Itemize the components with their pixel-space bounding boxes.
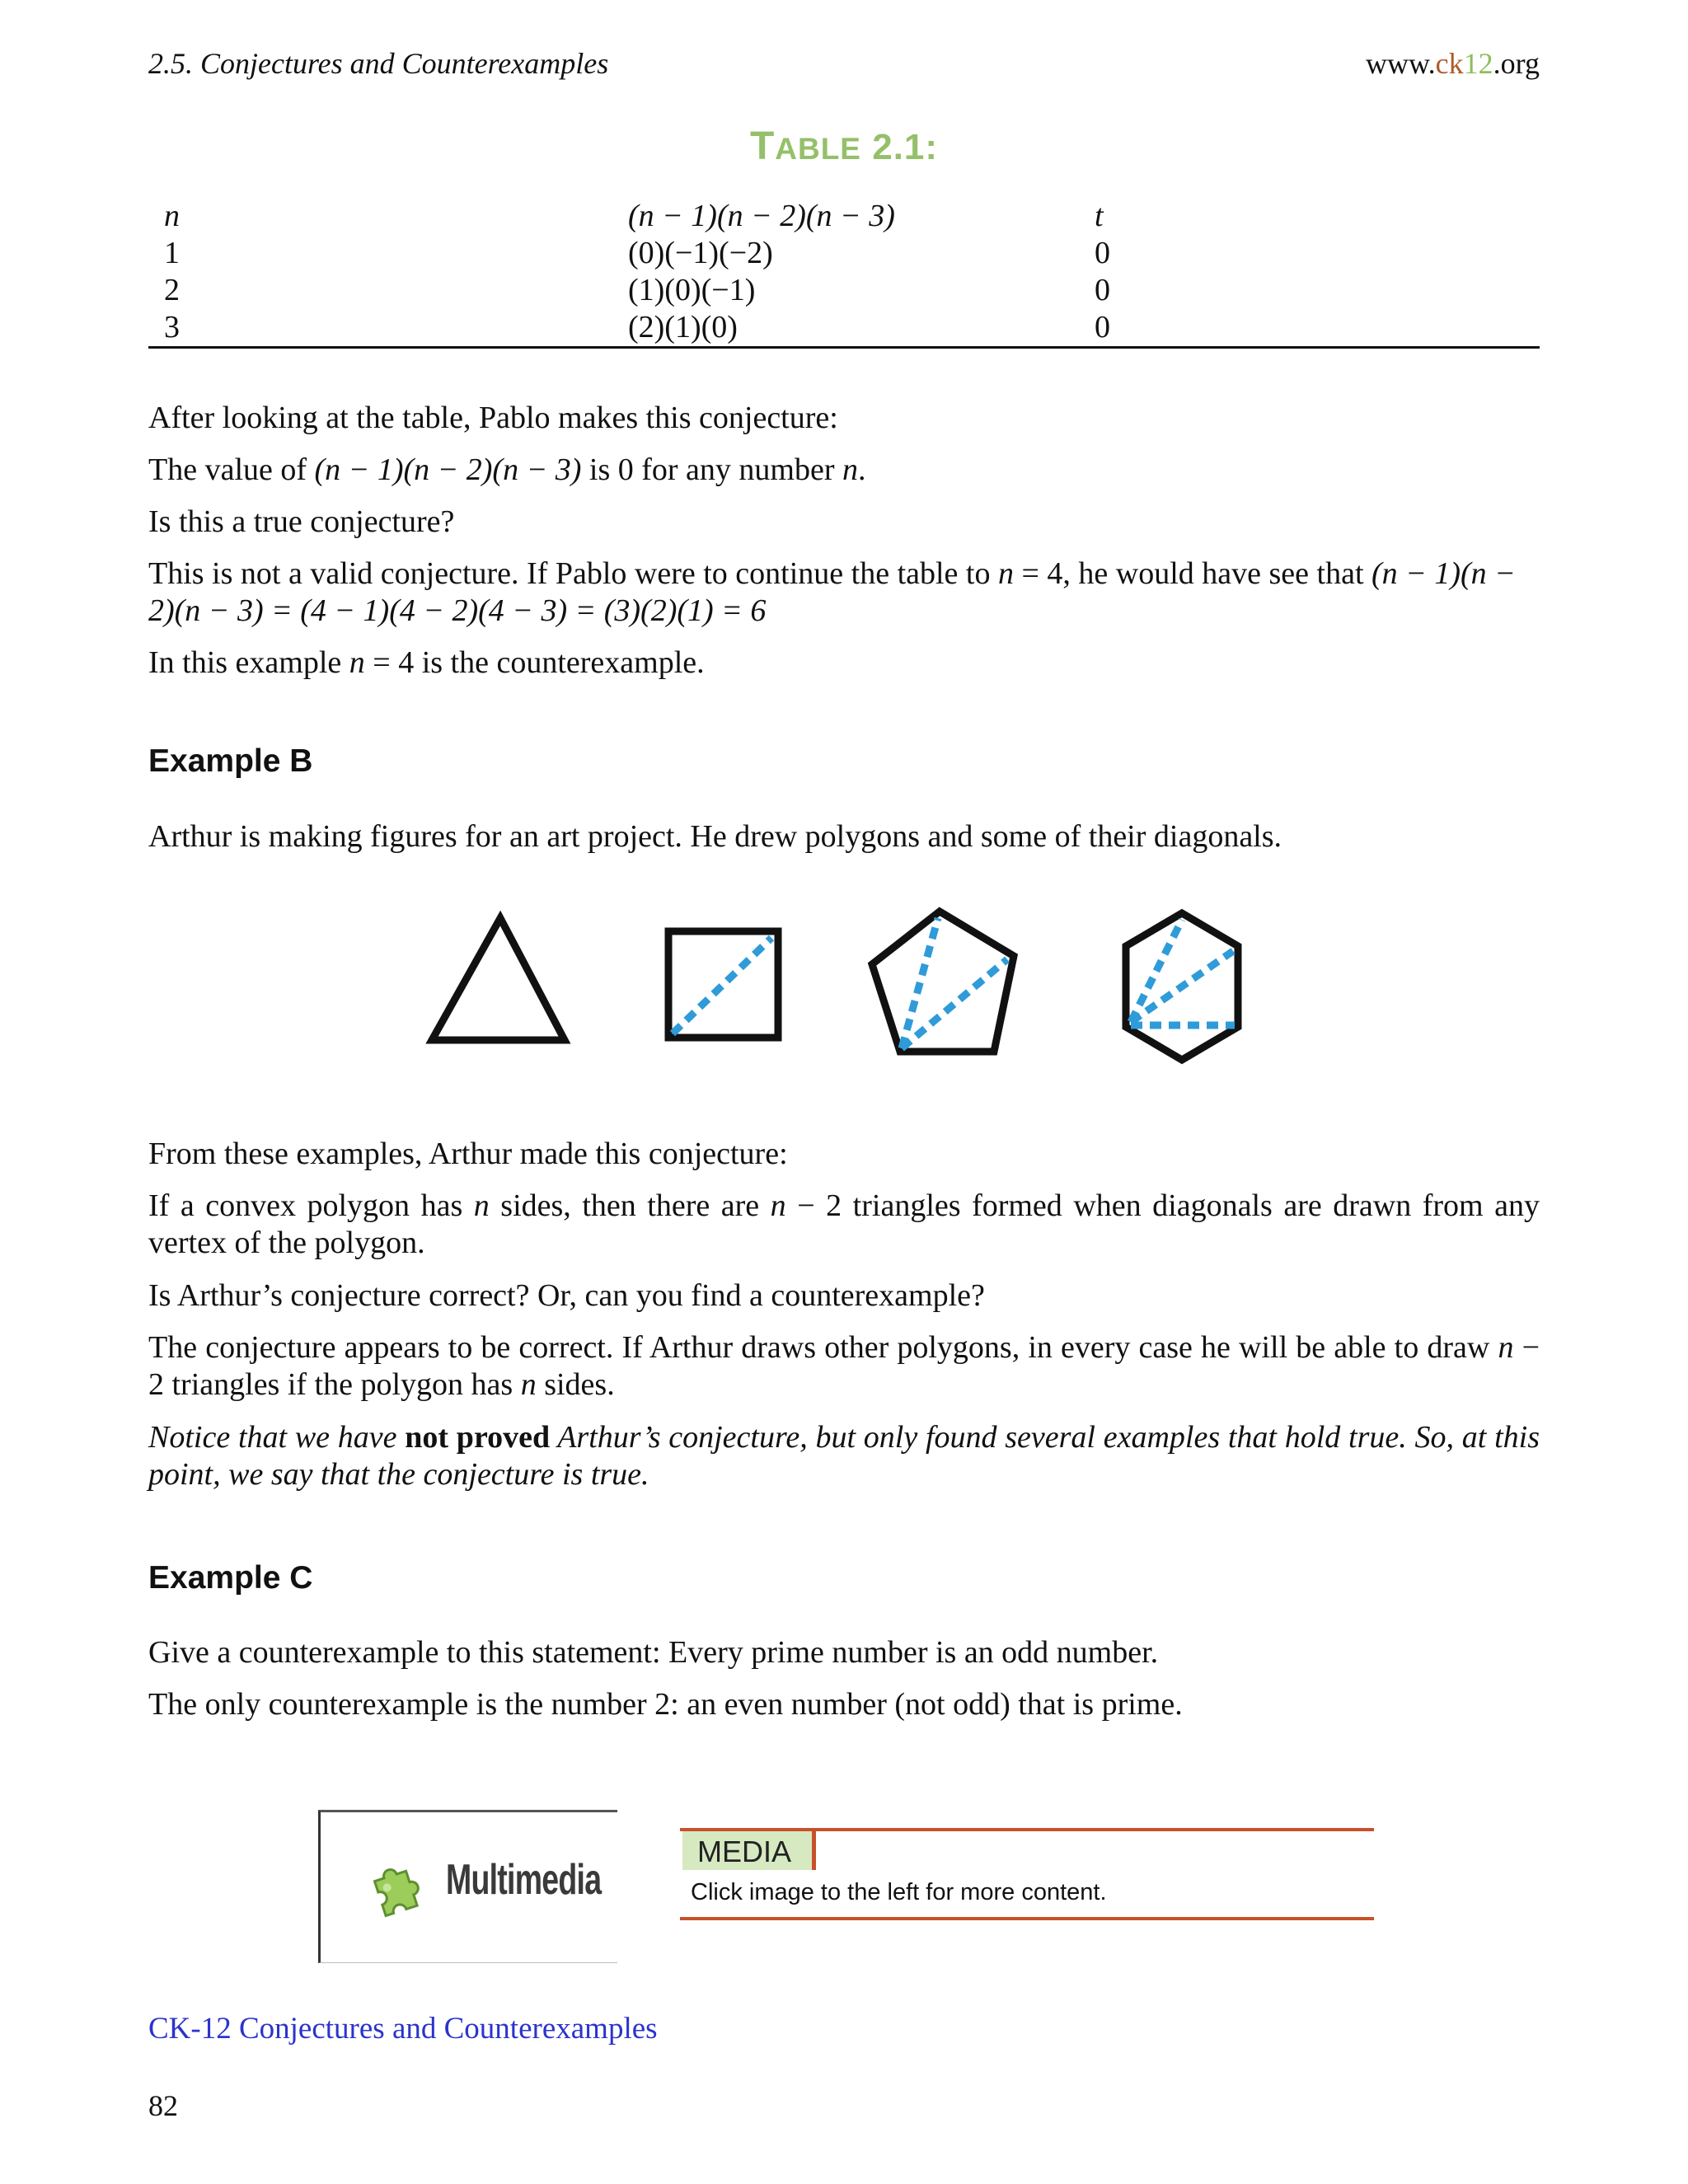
text-run: The value of <box>148 452 315 487</box>
square-figure <box>668 931 778 1038</box>
paragraph-notice <box>148 1419 1540 1493</box>
table-cell: 0 <box>1095 310 1110 344</box>
site-ck: ck <box>1435 47 1464 80</box>
table-cell: 0 <box>1095 236 1110 270</box>
text-run: = 4 is the counterexample. <box>364 645 705 680</box>
site-suffix: .org <box>1493 47 1540 80</box>
paragraph-pablo-answer <box>148 555 1540 630</box>
math-variable: n <box>842 452 858 487</box>
site-prefix: www. <box>1366 47 1436 80</box>
paragraph-pablo-intro: After looking at the table, Pablo makes this conjecture: <box>148 401 838 435</box>
math-expression: (n − 1)(n − 2)(n − 3) = (4 − 1)(4 − 2)(4 − 3) = (3)(2)(1) = 6 <box>148 556 1516 628</box>
ck12-resource-link[interactable]: CK-12 Conjectures and Counterexamples <box>148 2012 658 2046</box>
puzzle-piece-icon <box>363 1857 429 1923</box>
running-header-site <box>1366 46 1540 81</box>
media-tag <box>682 1831 816 1870</box>
paragraph-pablo-conjecture <box>148 452 1540 489</box>
pentagon-figure <box>872 912 1014 1052</box>
text-run: Notice that we have <box>148 1420 406 1455</box>
paragraph-prime-question: Give a counterexample to this statement: Every prime number is an odd number. <box>148 1635 1159 1670</box>
text-run: . <box>858 452 866 487</box>
paragraph-prime-answer: The only counterexample is the number 2: an even number (not odd) that is prime. <box>148 1687 1183 1722</box>
paragraph-arthur-answer <box>148 1329 1540 1404</box>
paragraph-arthur-question: Is Arthur’s conjecture correct? Or, can you find a counterexample? <box>148 1278 985 1313</box>
table-caption-first: T <box>749 124 776 168</box>
polygons-figure <box>412 898 1286 1096</box>
math-variable: n <box>473 1188 490 1223</box>
table-caption <box>0 124 1688 169</box>
table-header-cell: t <box>1095 199 1104 233</box>
text-run: If a convex polygon has <box>148 1188 474 1223</box>
paragraph-arthur-conjecture <box>148 1188 1540 1262</box>
math-variable: n <box>349 645 365 680</box>
table-caption-rest: ABLE <box>775 132 861 166</box>
paragraph-arthur-made: From these examples, Arthur made this conjecture: <box>148 1137 788 1171</box>
table-cell: (2)(1)(0) <box>628 310 738 344</box>
table-cell: (0)(−1)(−2) <box>628 236 773 270</box>
paragraph-question: Is this a true conjecture? <box>148 504 455 539</box>
table-cell: 0 <box>1095 273 1110 307</box>
media-tag-label: MEDIA <box>697 1835 792 1868</box>
page-number: 82 <box>148 2089 178 2122</box>
table-bottom-rule <box>148 346 1540 349</box>
running-header-section: 2.5. Conjectures and Counterexamples <box>148 47 609 80</box>
text-run: sides, then there are <box>489 1188 771 1223</box>
paragraph-arthur-intro: Arthur is making figures for an art project. He drew polygons and some of their diagonals. <box>148 819 1282 854</box>
site-12: 12 <box>1463 47 1493 80</box>
table-cell: 2 <box>164 273 180 307</box>
table-header-cell: n <box>164 199 180 233</box>
math-variable: n <box>520 1367 537 1402</box>
text-run: − 2 triangles formed when diagonals are drawn from any vertex of the polygon. <box>148 1188 1540 1260</box>
triangle-shape <box>432 918 565 1040</box>
text-run: This is not a valid conjecture. If Pablo were to continue the table to <box>148 556 998 591</box>
square-diagonal <box>673 938 771 1033</box>
multimedia-label: Multimedia <box>446 1856 602 1904</box>
text-run: Arthur’s conjecture, but only found several examples that hold true. So, at this point, we say that the conjecture is true. <box>148 1420 1540 1492</box>
math-expression: (n − 1)(n − 2)(n − 3) <box>314 452 582 487</box>
paragraph-pablo-counterexample <box>148 644 1540 682</box>
hexagon-figure <box>1126 913 1238 1060</box>
text-run: sides. <box>536 1367 615 1402</box>
table-header-cell: (n − 1)(n − 2)(n − 3) <box>628 199 895 233</box>
math-variable: n <box>770 1188 786 1223</box>
table-caption-number: 2.1: <box>861 127 939 167</box>
math-variable: n <box>1498 1330 1514 1365</box>
text-run: − 2 triangles if the polygon has <box>148 1330 1540 1402</box>
text-run: In this example <box>148 645 349 680</box>
multimedia-thumbnail[interactable] <box>318 1810 617 1963</box>
media-rule-bottom <box>680 1917 1374 1920</box>
text-run: = 4, he would have see that <box>1013 556 1372 591</box>
pentagon-shape <box>872 912 1014 1052</box>
table-cell: 3 <box>164 310 180 344</box>
table-cell: (1)(0)(−1) <box>628 273 756 307</box>
emphasis-not-proved: not proved <box>405 1420 551 1455</box>
heading-example-b: Example B <box>148 743 313 779</box>
table-cell: 1 <box>164 236 180 270</box>
heading-example-c: Example C <box>148 1560 313 1596</box>
media-caption: Click image to the left for more content. <box>691 1879 1107 1905</box>
text-run: is 0 for any number <box>581 452 842 487</box>
math-variable: n <box>997 556 1014 591</box>
text-run: The conjecture appears to be correct. If Arthur draws other polygons, in every case he will be able to draw <box>148 1330 1498 1365</box>
